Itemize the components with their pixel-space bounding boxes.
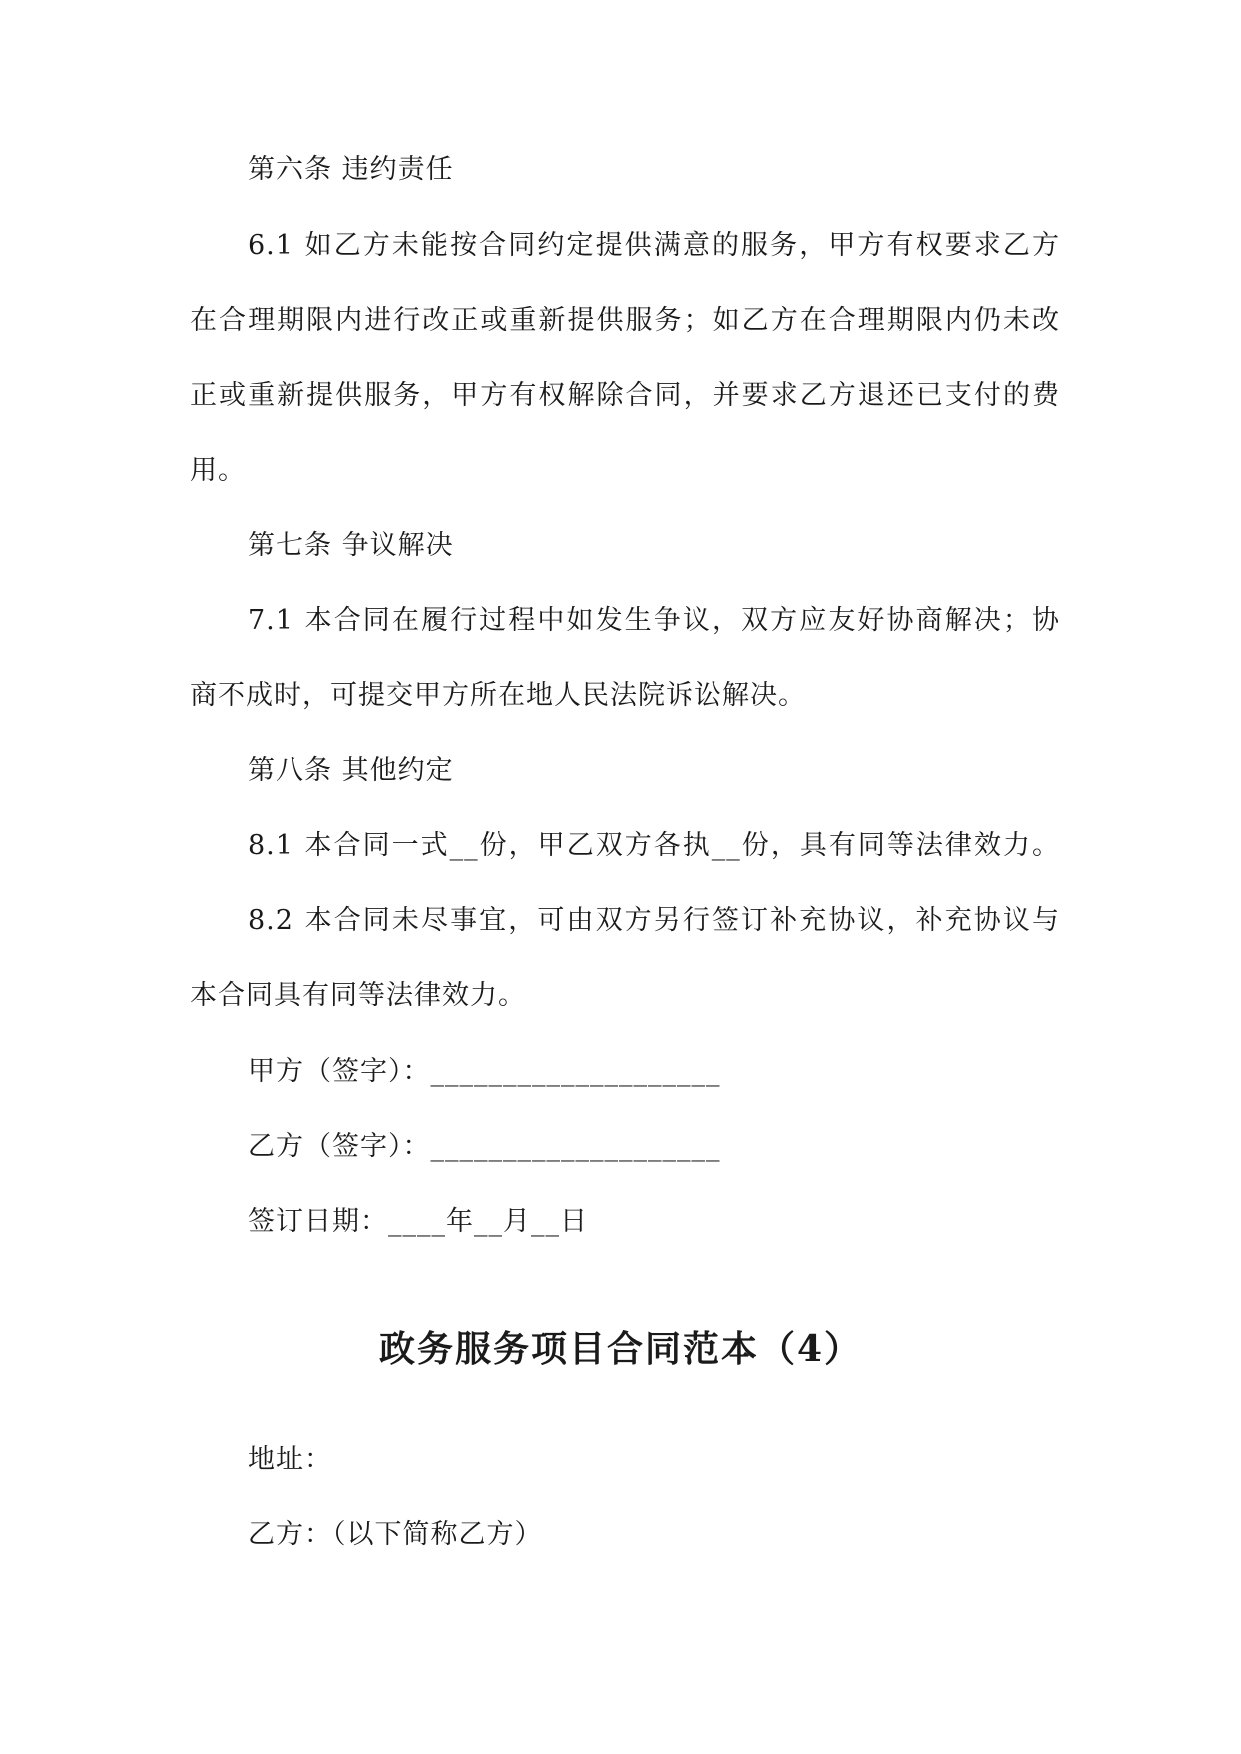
document-title: 政务服务项目合同范本（4） (378, 1328, 863, 1370)
article8-1: 8.1 本合同一式__份，甲乙双方各执__份，具有同等法律效力。 (248, 830, 1060, 861)
article7-1-line-1: 7.1 本合同在履行过程中如发生争议，双方应友好协商解决；协 (248, 605, 1060, 636)
article6-1-line-2: 在合理期限内进行改正或重新提供服务；如乙方在合理期限内仍未改 (190, 305, 1060, 336)
article6-1-line-1: 6.1 如乙方未能按合同约定提供满意的服务，甲方有权要求乙方 (248, 230, 1060, 261)
article6-1-line-3: 正或重新提供服务，甲方有权解除合同，并要求乙方退还已支付的费 (190, 380, 1060, 411)
address-label: 地址： (248, 1444, 332, 1475)
party-b-label: 乙方：（以下简称乙方） (248, 1519, 543, 1550)
article8-2-line-2: 本合同具有同等法律效力。 (190, 980, 526, 1011)
article8-2-line-1: 8.2 本合同未尽事宜，可由双方另行签订补充协议，补充协议与 (248, 905, 1060, 936)
party-b-signature: 乙方（签字）：____________________ (248, 1131, 721, 1162)
article7-heading: 第七条 争议解决 (248, 530, 454, 561)
article6-1-line-4: 用。 (190, 455, 246, 486)
sign-date: 签订日期：____年__月__日 (248, 1206, 588, 1237)
article8-heading: 第八条 其他约定 (248, 755, 454, 786)
article6-heading: 第六条 违约责任 (248, 154, 454, 185)
party-a-signature: 甲方（签字）：____________________ (248, 1056, 721, 1087)
article7-1-line-2: 商不成时，可提交甲方所在地人民法院诉讼解决。 (190, 680, 806, 711)
